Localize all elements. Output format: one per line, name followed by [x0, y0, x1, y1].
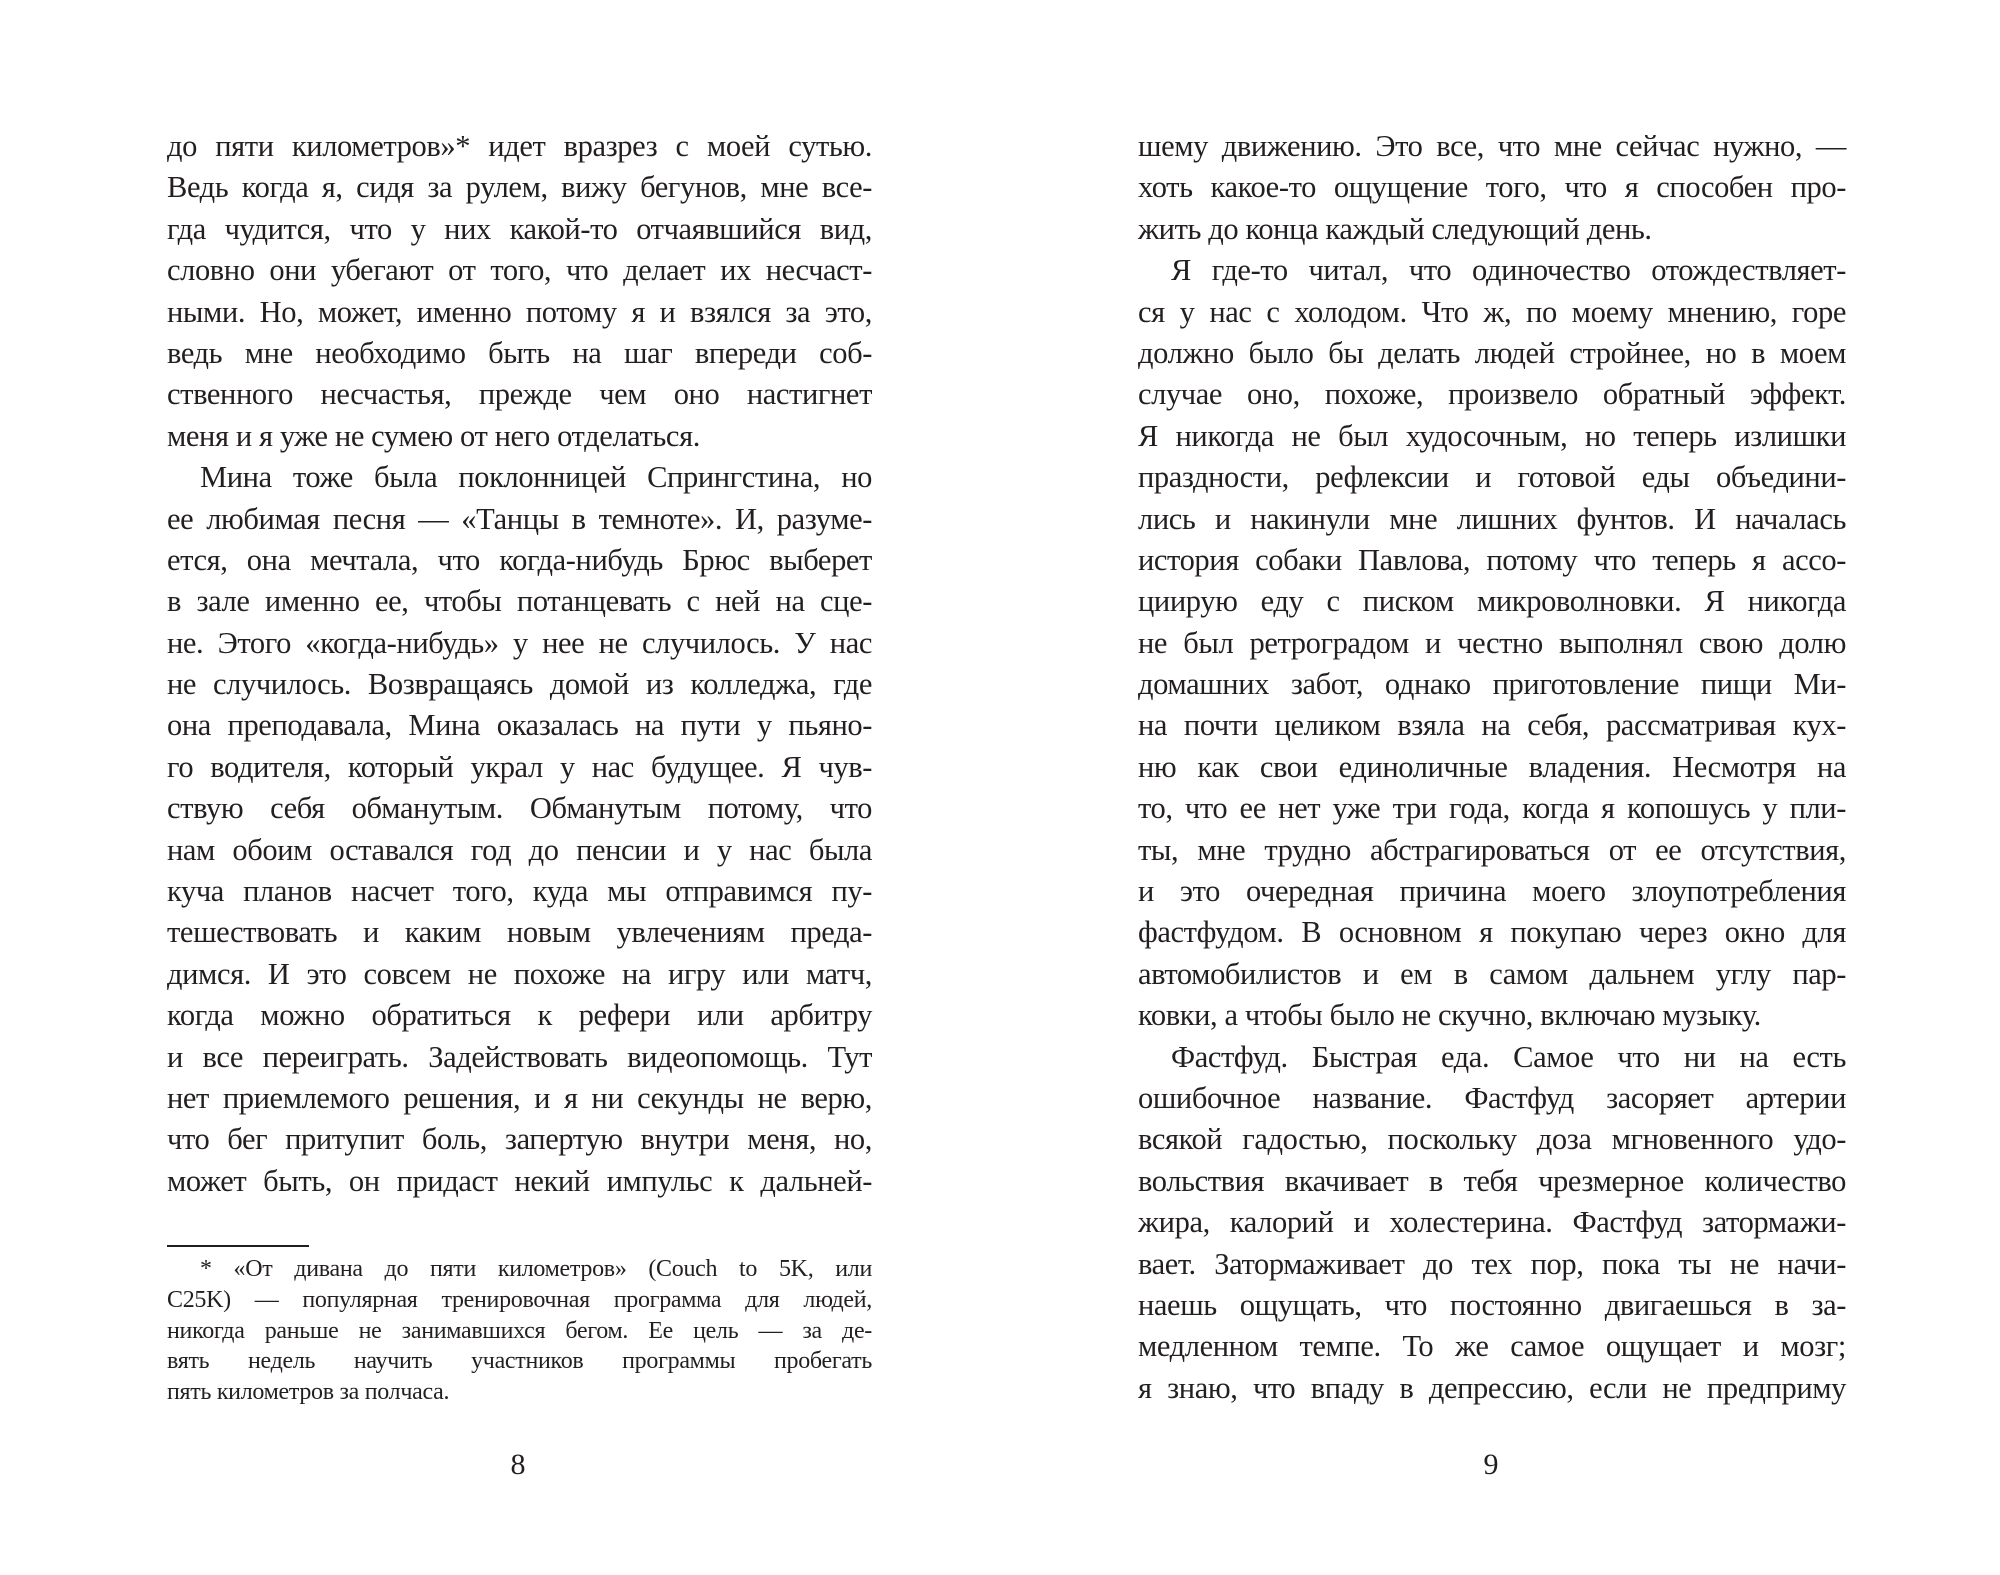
text-line: я знаю, что впаду в депрессию, если не предприму: [1138, 1370, 1846, 1405]
text-line: медленном темпе. То же самое ощущает и мозг;: [1138, 1329, 1846, 1364]
paragraph: [167, 457, 872, 1202]
paragraph: [167, 126, 872, 457]
text-line: в зале именно ее, чтобы потанцевать с ней на сце-: [167, 584, 872, 619]
text-line: гда чудится, что у них какой-то отчаявшийся вид,: [167, 211, 872, 246]
text-line: димся. И это совсем не похоже на игру или матч,: [167, 956, 872, 991]
text-line: ведь мне необходимо быть на шаг впереди соб-: [167, 335, 872, 370]
footnote-line: никогда раньше не занимавшихся бегом. Ее цель — за де-: [167, 1317, 872, 1344]
paragraph: [1138, 250, 1846, 1036]
text-line: лись и накинули мне лишних фунтов. И началась: [1138, 501, 1846, 536]
text-line: ствую себя обманутым. Обманутым потому, что: [167, 791, 872, 826]
text-line: Фастфуд. Быстрая еда. Самое что ни на есть: [1171, 1039, 1846, 1074]
text-line: ее любимая песня — «Танцы в темноте». И, разуме-: [167, 501, 872, 536]
text-line: должно было бы делать людей стройнее, но в моем: [1138, 335, 1846, 370]
text-line: не был ретроградом и честно выполнял свою долю: [1138, 625, 1846, 660]
text-line: ошибочное название. Фастфуд засоряет артерии: [1138, 1080, 1846, 1115]
text-line: фастфудом. В основном я покупаю через окно для: [1138, 915, 1846, 950]
text-line: жить до конца каждый следующий день.: [1138, 211, 1652, 246]
text-line: она преподавала, Мина оказалась на пути у пьяно-: [167, 708, 872, 743]
text-line: куча планов насчет того, куда мы отправимся пу-: [167, 874, 872, 909]
footnote-line: C25K) — популярная тренировочная программа для людей,: [167, 1286, 872, 1313]
text-line: наешь ощущать, что постоянно двигаешься в за-: [1138, 1287, 1846, 1322]
text-line: что бег притупит боль, запертую внутри меня, но,: [167, 1122, 872, 1157]
text-line: меня и я уже не сумею от него отделаться.: [167, 418, 700, 453]
text-line: до пяти километров»* идет вразрез с моей сутью.: [167, 129, 872, 163]
text-line: ню как свои единоличные владения. Несмотря на: [1138, 749, 1846, 784]
text-line: Я где-то читал, что одиночество отождествляет-: [1171, 253, 1846, 288]
text-line: Мина тоже была поклонницей Спрингстина, но: [200, 460, 872, 495]
text-line: вольствия вкачивает в тебя чрезмерное количество: [1138, 1163, 1846, 1198]
paragraph: [1138, 126, 1846, 250]
text-line: Ведь когда я, сидя за рулем, вижу бегунов, мне все-: [167, 170, 872, 205]
text-line: Я никогда не был худосочным, но теперь излишки: [1138, 418, 1846, 453]
footnote: [167, 1254, 872, 1408]
page-right: [1000, 0, 2000, 1575]
text-line: может быть, он придаст некий импульс к дальней-: [167, 1163, 872, 1198]
body-text: [167, 126, 872, 1202]
text-line: не случилось. Возвращаясь домой из колледжа, где: [167, 667, 872, 702]
body-text: [1138, 126, 1846, 1409]
text-line: домашних забот, однако приготовление пищи Ми-: [1138, 667, 1846, 702]
text-line: тешествовать и каким новым увлечениям преда-: [167, 915, 872, 950]
text-line: жира, калорий и холестерина. Фастфуд затормажи-: [1138, 1205, 1846, 1240]
text-line: ственного несчастья, прежде чем оно настигнет: [167, 377, 872, 412]
text-line: хоть какое-то ощущение того, что я способен про-: [1138, 170, 1846, 205]
text-line: ется, она мечтала, что когда-нибудь Брюс выберет: [167, 542, 872, 577]
text-line: и это очередная причина моего злоупотребления: [1138, 874, 1846, 909]
text-line: го водителя, который украл у нас будущее. Я чув-: [167, 749, 872, 784]
footnote-line: вять недель научить участников программы пробегать: [167, 1348, 872, 1375]
text-line: ся у нас с холодом. Что ж, по моему мнению, горе: [1138, 294, 1846, 329]
text-line: вает. Затормаживает до тех пор, пока ты не начи-: [1138, 1246, 1846, 1281]
text-line: случае оно, похоже, произвело обратный эффект.: [1138, 377, 1846, 412]
text-line: циирую еду с писком микроволновки. Я никогда: [1138, 584, 1846, 619]
text-line: ты, мне трудно абстрагироваться от ее отсутствия,: [1138, 832, 1846, 867]
text-line: ковки, а чтобы было не скучно, включаю музыку.: [1138, 998, 1761, 1033]
text-line: нет приемлемого решения, и я ни секунды не верю,: [167, 1080, 872, 1115]
text-line: словно они убегают от того, что делает их несчаст-: [167, 253, 872, 288]
footnote-rule: [167, 1245, 309, 1247]
text-line: и все переиграть. Задействовать видеопомощь. Тут: [167, 1039, 872, 1074]
text-line: нам обоим оставался год до пенсии и у нас была: [167, 832, 872, 867]
text-line: когда можно обратиться к рефери или арбитру: [167, 998, 872, 1033]
text-line: на почти целиком взяла на себя, рассматривая кух-: [1138, 708, 1846, 743]
text-line: всякой гадостью, поскольку доза мгновенного удо-: [1138, 1122, 1846, 1157]
text-line: то, что ее нет уже три года, когда я копошусь у пли-: [1138, 791, 1846, 826]
paragraph: [1138, 1037, 1846, 1410]
footnote-line: * «От дивана до пяти километров» (Couch to 5K, или: [200, 1256, 872, 1282]
footnote-line: пять километров за полчаса.: [167, 1379, 450, 1406]
text-line: праздности, рефлексии и готовой еды объедини-: [1138, 460, 1846, 495]
text-line: не. Этого «когда-нибудь» у нее не случилось. У нас: [167, 625, 872, 660]
page-number: 9: [1483, 1448, 1499, 1481]
page-number: 8: [510, 1448, 526, 1481]
text-line: история собаки Павлова, потому что теперь я ассо-: [1138, 542, 1846, 577]
text-line: шему движению. Это все, что мне сейчас нужно, —: [1138, 129, 1846, 163]
text-line: ными. Но, может, именно потому я и взялся за это,: [167, 294, 872, 329]
text-line: автомобилистов и ем в самом дальнем углу пар-: [1138, 956, 1846, 991]
